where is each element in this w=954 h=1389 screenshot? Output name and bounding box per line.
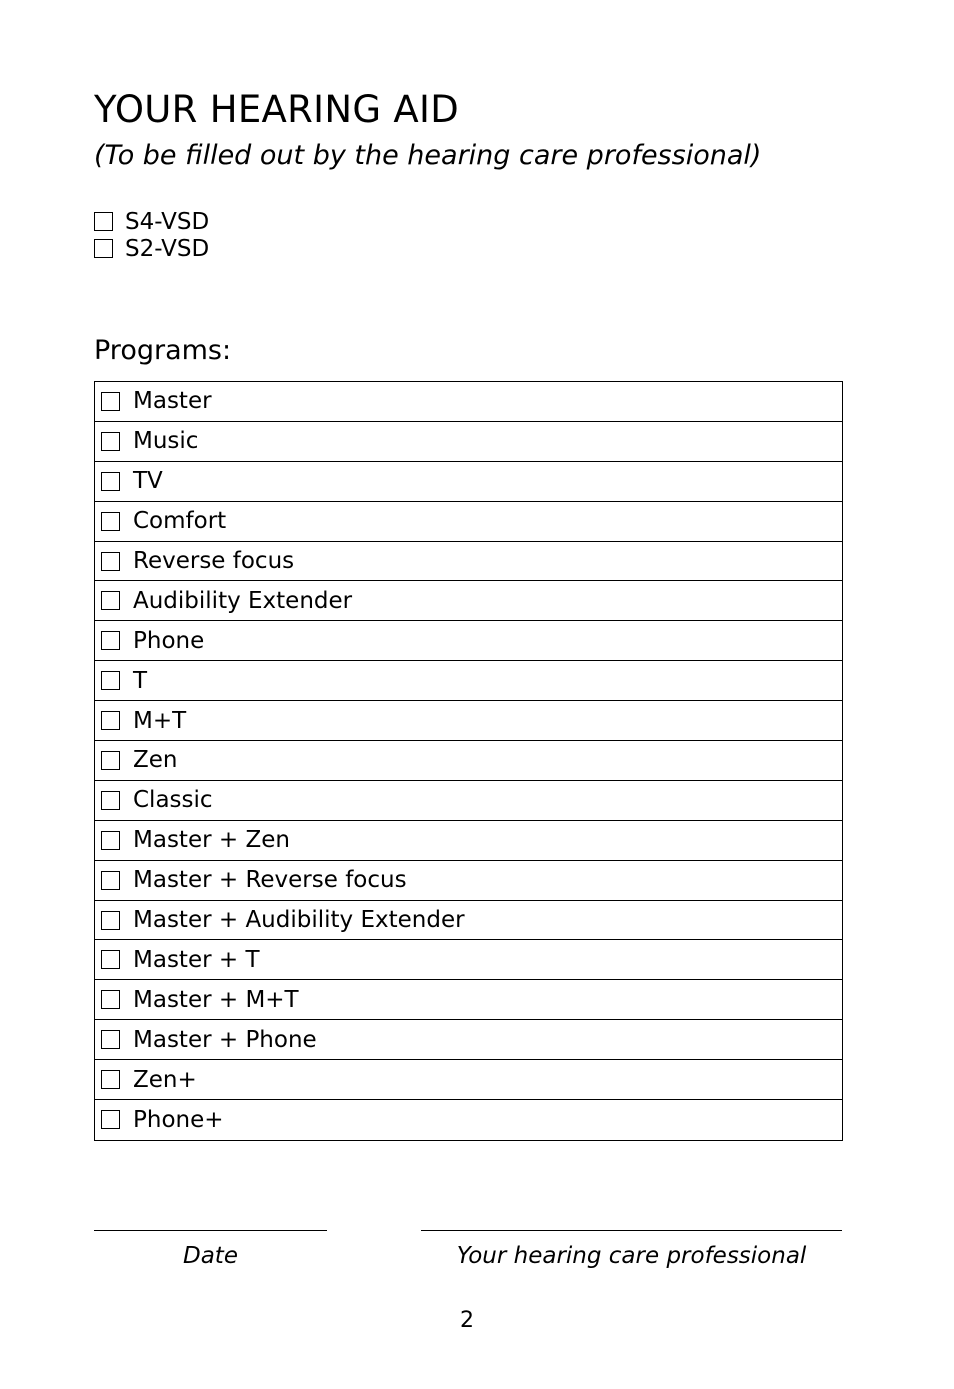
program-label: Master + Phone xyxy=(133,1026,317,1053)
checkbox[interactable] xyxy=(101,1070,120,1089)
program-row[interactable] xyxy=(95,741,842,781)
checkbox[interactable] xyxy=(94,212,113,231)
checkbox[interactable] xyxy=(101,990,120,1009)
program-label: TV xyxy=(133,468,163,495)
checkbox[interactable] xyxy=(101,671,120,690)
checkbox[interactable] xyxy=(101,911,120,930)
program-row[interactable] xyxy=(95,940,842,980)
program-row[interactable] xyxy=(95,382,842,422)
checkbox[interactable] xyxy=(101,791,120,810)
program-label: M+T xyxy=(133,707,187,734)
program-row[interactable] xyxy=(95,581,842,621)
program-row[interactable] xyxy=(95,861,842,901)
model-option-label: S2-VSD xyxy=(125,235,210,262)
professional-label: Your hearing care professional xyxy=(456,1243,807,1269)
checkbox[interactable] xyxy=(101,591,120,610)
checkbox[interactable] xyxy=(101,512,120,531)
programs-heading: Programs: xyxy=(94,335,232,366)
checkbox[interactable] xyxy=(101,472,120,491)
checkbox[interactable] xyxy=(101,831,120,850)
checkbox[interactable] xyxy=(101,1030,120,1049)
checkbox[interactable] xyxy=(101,392,120,411)
program-label: Phone xyxy=(133,627,205,654)
checkbox[interactable] xyxy=(101,871,120,890)
model-option-s4-vsd[interactable] xyxy=(94,208,209,235)
model-option-s2-vsd[interactable] xyxy=(94,235,209,262)
checkbox[interactable] xyxy=(101,751,120,770)
checkbox[interactable] xyxy=(101,950,120,969)
program-row[interactable] xyxy=(95,621,842,661)
checkbox[interactable] xyxy=(101,1110,120,1129)
program-row[interactable] xyxy=(95,980,842,1020)
program-label: Music xyxy=(133,428,199,455)
date-signature-line[interactable] xyxy=(94,1230,327,1231)
model-options xyxy=(94,208,209,262)
program-label: Master + Zen xyxy=(133,827,290,854)
program-label: Classic xyxy=(133,787,213,814)
checkbox[interactable] xyxy=(101,552,120,571)
program-label: Master + Audibility Extender xyxy=(133,907,465,934)
program-label: Zen+ xyxy=(133,1066,197,1093)
program-row[interactable] xyxy=(95,502,842,542)
date-label: Date xyxy=(183,1243,238,1269)
program-label: Master xyxy=(133,388,212,415)
program-label: Phone+ xyxy=(133,1106,224,1133)
program-label: Zen xyxy=(133,747,178,774)
program-label: Master + Reverse focus xyxy=(133,867,407,894)
program-row[interactable] xyxy=(95,901,842,941)
program-row[interactable] xyxy=(95,462,842,502)
checkbox[interactable] xyxy=(94,239,113,258)
checkbox[interactable] xyxy=(101,631,120,650)
page-subtitle: (To be filled out by the hearing care professional) xyxy=(94,140,762,171)
program-row[interactable] xyxy=(95,542,842,582)
program-label: Master + T xyxy=(133,946,260,973)
program-row[interactable] xyxy=(95,661,842,701)
program-row[interactable] xyxy=(95,1100,842,1140)
program-label: Reverse focus xyxy=(133,548,295,574)
programs-table xyxy=(94,381,843,1141)
program-label: T xyxy=(133,667,148,694)
program-row[interactable] xyxy=(95,701,842,741)
checkbox[interactable] xyxy=(101,711,120,730)
page-title: YOUR HEARING AID xyxy=(94,88,460,131)
page-number: 2 xyxy=(460,1308,474,1333)
model-option-label: S4-VSD xyxy=(125,208,210,235)
checkbox[interactable] xyxy=(101,432,120,451)
program-label: Master + M+T xyxy=(133,986,299,1013)
professional-signature-line[interactable] xyxy=(421,1230,842,1231)
program-row[interactable] xyxy=(95,1060,842,1100)
program-row[interactable] xyxy=(95,422,842,462)
program-row[interactable] xyxy=(95,1020,842,1060)
program-row[interactable] xyxy=(95,781,842,821)
program-label: Comfort xyxy=(133,508,227,535)
program-label: Audibility Extender xyxy=(133,587,353,614)
program-row[interactable] xyxy=(95,821,842,861)
